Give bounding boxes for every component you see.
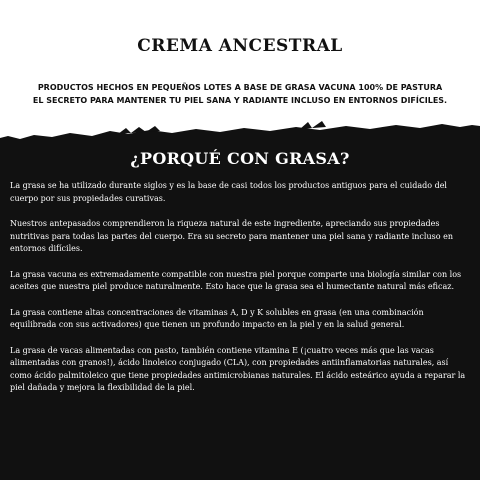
paragraph-3: La grasa vacuna es extremadamente compatible con nuestra piel porque comparte una biología similar con los aceites que nuestra piel produce naturalmente. Esto hace que la grasa sea el humectante natural más eficaz.: [10, 269, 462, 291]
body-text: [10, 180, 472, 408]
paragraph-5: La grasa de vacas alimentadas con pasto, también contiene vitamina E (¡cuatro veces más que las vacas alimentadas con granos!), ácido linoleico conjugado (CLA), con propiedades antiinflamatorias naturales, así como ácido palmitoleico que tiene propiedades antimicrobianas naturales. El ácido esteárico ayuda a reparar la piel dañada y mejora la flexibilidad de la piel.: [10, 345, 466, 392]
subtitle-line-1: PRODUCTOS HECHOS EN PEQUEÑOS LOTES A BASE DE GRASA VACUNA 100% DE PASTURA: [37, 83, 443, 92]
page-title: CREMA ANCESTRAL: [137, 36, 343, 56]
section-heading: ¿PORQUÉ CON GRASA?: [130, 149, 350, 168]
subtitle-line-2: EL SECRETO PARA MANTENER TU PIEL SANA Y RADIANTE INCLUSO EN ENTORNOS DIFÍCILES.: [32, 96, 448, 105]
paragraph-2: Nuestros antepasados comprendieron la riqueza natural de este ingrediente, apreciando sus propiedades nutritivas para todas las partes del cuerpo. Era su secreto para mantener una piel sana y radiante incluso en entornos difíciles.: [10, 219, 453, 253]
content-band: [0, 132, 480, 480]
paragraph-4: La grasa contiene altas concentraciones de vitaminas A, D y K solubles en grasa (en una combinación equilibrada con sus activadores) que tienen un profundo impacto en la piel y en la salud general.: [10, 307, 424, 329]
paragraph-1: La grasa se ha utilizado durante siglos y es la base de casi todos los productos antiguos para el cuidado del cuerpo por sus propiedades curativas.: [10, 181, 447, 203]
